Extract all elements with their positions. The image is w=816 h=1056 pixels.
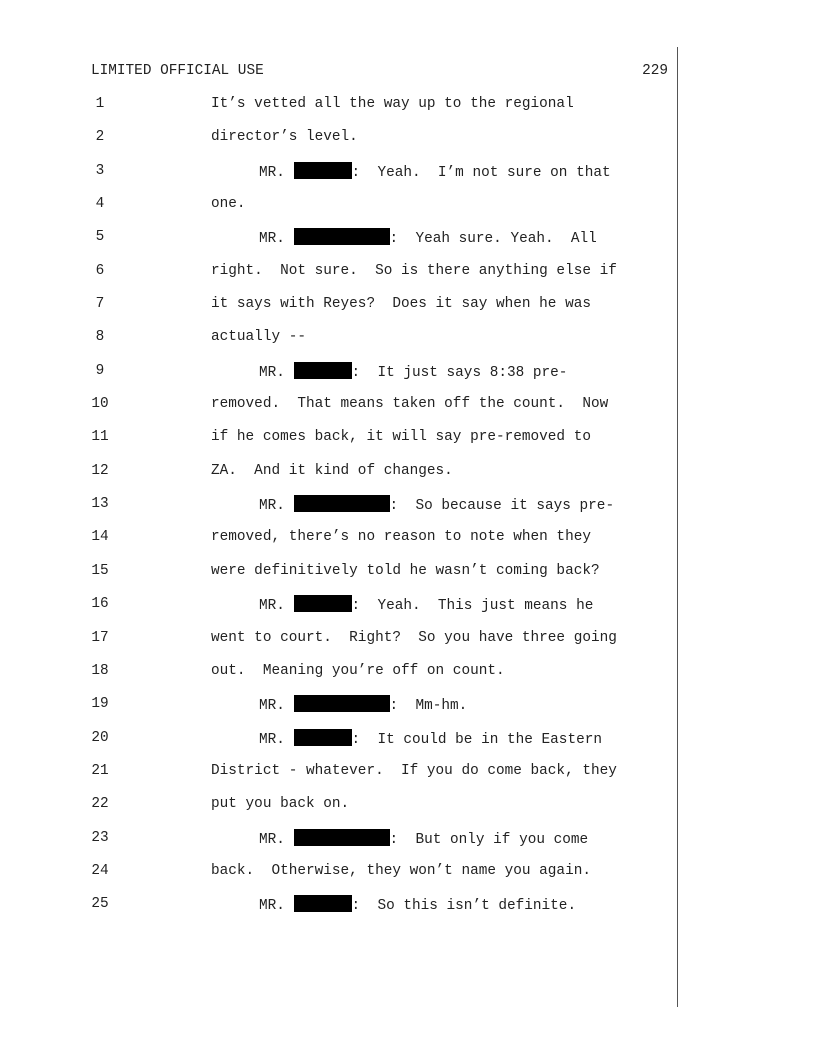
line-number: 11 xyxy=(91,429,109,446)
speaker-prefix: MR. xyxy=(259,698,294,715)
transcript-line xyxy=(0,87,816,120)
line-content: right. Not sure. So is there anything else if xyxy=(211,262,617,279)
speech-text: : It just says 8:38 pre- xyxy=(351,364,568,381)
transcript-line xyxy=(0,387,816,420)
transcript-line xyxy=(0,687,816,720)
transcript-line xyxy=(0,754,816,787)
line-text xyxy=(211,762,617,780)
line-number: 23 xyxy=(91,829,109,846)
speech-text: : Yeah sure. Yeah. All xyxy=(389,231,597,248)
line-content: if he comes back, it will say pre-removed to xyxy=(211,429,591,446)
line-content: one. xyxy=(211,196,246,213)
line-content: removed, there’s no reason to note when they xyxy=(211,529,591,546)
transcript-line xyxy=(0,554,816,587)
transcript-line xyxy=(0,487,816,520)
line-content: put you back on. xyxy=(211,796,350,813)
line-number: 3 xyxy=(95,162,105,179)
line-content: District - whatever. If you do come back, they xyxy=(211,762,617,779)
transcript-line xyxy=(0,220,816,253)
line-number: 24 xyxy=(91,862,109,879)
line-content: director’s level. xyxy=(211,129,358,146)
line-text xyxy=(259,228,597,248)
line-number: 17 xyxy=(91,629,109,646)
speech-text: : So this isn’t definite. xyxy=(351,898,577,915)
line-text xyxy=(259,829,588,849)
line-text xyxy=(211,195,246,213)
line-text xyxy=(259,362,567,382)
line-number: 10 xyxy=(91,396,109,413)
line-text xyxy=(259,495,614,515)
redaction-block xyxy=(294,595,352,612)
speaker-prefix: MR. xyxy=(259,231,294,248)
line-number: 15 xyxy=(91,562,109,579)
line-text xyxy=(211,629,617,647)
line-text xyxy=(211,462,453,480)
speaker-prefix: MR. xyxy=(259,898,294,915)
line-number: 21 xyxy=(91,762,109,779)
speaker-prefix: MR. xyxy=(259,498,294,515)
line-text xyxy=(211,128,358,146)
redaction-block xyxy=(294,228,390,245)
transcript-line xyxy=(0,520,816,553)
speaker-prefix: MR. xyxy=(259,731,294,748)
speech-text: : Yeah. I’m not sure on that xyxy=(351,164,611,181)
line-number: 8 xyxy=(95,329,105,346)
line-text xyxy=(259,895,576,915)
line-number: 7 xyxy=(95,296,105,313)
line-number: 25 xyxy=(91,896,109,913)
redaction-block xyxy=(294,162,352,179)
line-text xyxy=(211,662,505,680)
speech-text: : It could be in the Eastern xyxy=(351,731,602,748)
redaction-block xyxy=(294,362,352,379)
line-content: ZA. And it kind of changes. xyxy=(211,462,453,479)
transcript-line xyxy=(0,854,816,887)
redaction-block xyxy=(294,495,390,512)
line-text xyxy=(211,262,617,280)
line-number: 16 xyxy=(91,596,109,613)
transcript-line xyxy=(0,287,816,320)
redaction-block xyxy=(294,695,390,712)
line-number: 2 xyxy=(95,129,105,146)
line-content: removed. That means taken off the count. Now xyxy=(211,396,609,413)
transcript-line xyxy=(0,154,816,187)
line-number: 19 xyxy=(91,696,109,713)
speaker-prefix: MR. xyxy=(259,598,294,615)
line-content: out. Meaning you’re off on count. xyxy=(211,662,505,679)
transcript-line xyxy=(0,887,816,920)
speech-text: : So because it says pre- xyxy=(389,498,615,515)
transcript-line xyxy=(0,120,816,153)
line-number: 4 xyxy=(95,196,105,213)
line-text xyxy=(259,695,467,715)
line-text xyxy=(211,795,349,813)
line-text xyxy=(259,729,602,749)
speaker-prefix: MR. xyxy=(259,831,294,848)
transcript-line xyxy=(0,187,816,220)
transcript-line xyxy=(0,420,816,453)
line-text xyxy=(211,862,591,880)
line-content: back. Otherwise, they won’t name you again. xyxy=(211,862,591,879)
line-number: 14 xyxy=(91,529,109,546)
line-number: 13 xyxy=(91,496,109,513)
transcript-line xyxy=(0,587,816,620)
transcript-line xyxy=(0,621,816,654)
classification-header: LIMITED OFFICIAL USE xyxy=(91,63,264,79)
speaker-prefix: MR. xyxy=(259,364,294,381)
line-content: went to court. Right? So you have three going xyxy=(211,629,617,646)
speech-text: : But only if you come xyxy=(389,831,589,848)
line-text xyxy=(259,162,611,182)
transcript-line xyxy=(0,721,816,754)
page-number: 229 xyxy=(642,63,668,79)
line-number: 20 xyxy=(91,729,109,746)
line-number: 18 xyxy=(91,662,109,679)
line-text xyxy=(211,395,608,413)
transcript-line xyxy=(0,320,816,353)
transcript-line xyxy=(0,654,816,687)
line-content: actually -- xyxy=(211,329,306,346)
line-text xyxy=(211,295,591,313)
line-content: It’s vetted all the way up to the regional xyxy=(211,96,574,112)
line-number: 22 xyxy=(91,796,109,813)
line-text xyxy=(259,595,593,615)
line-text xyxy=(211,528,591,546)
speech-text: : Yeah. This just means he xyxy=(351,598,594,615)
redaction-block xyxy=(294,829,390,846)
line-number: 5 xyxy=(95,229,105,246)
transcript-line xyxy=(0,354,816,387)
redaction-block xyxy=(294,895,352,912)
transcript-line xyxy=(0,821,816,854)
transcript-line xyxy=(0,254,816,287)
line-text xyxy=(211,328,306,346)
speaker-prefix: MR. xyxy=(259,164,294,181)
transcript-line xyxy=(0,454,816,487)
line-text xyxy=(211,428,591,446)
line-text xyxy=(211,95,574,113)
transcript-line xyxy=(0,787,816,820)
transcript-body xyxy=(0,87,816,921)
redaction-block xyxy=(294,729,352,746)
speech-text: : Mm-hm. xyxy=(389,698,468,715)
line-number: 1 xyxy=(95,96,105,112)
line-number: 9 xyxy=(95,362,105,379)
line-number: 12 xyxy=(91,462,109,479)
line-number: 6 xyxy=(95,262,105,279)
line-content: it says with Reyes? Does it say when he was xyxy=(211,296,591,313)
line-content: were definitively told he wasn’t coming back? xyxy=(211,562,600,579)
line-text xyxy=(211,562,600,580)
